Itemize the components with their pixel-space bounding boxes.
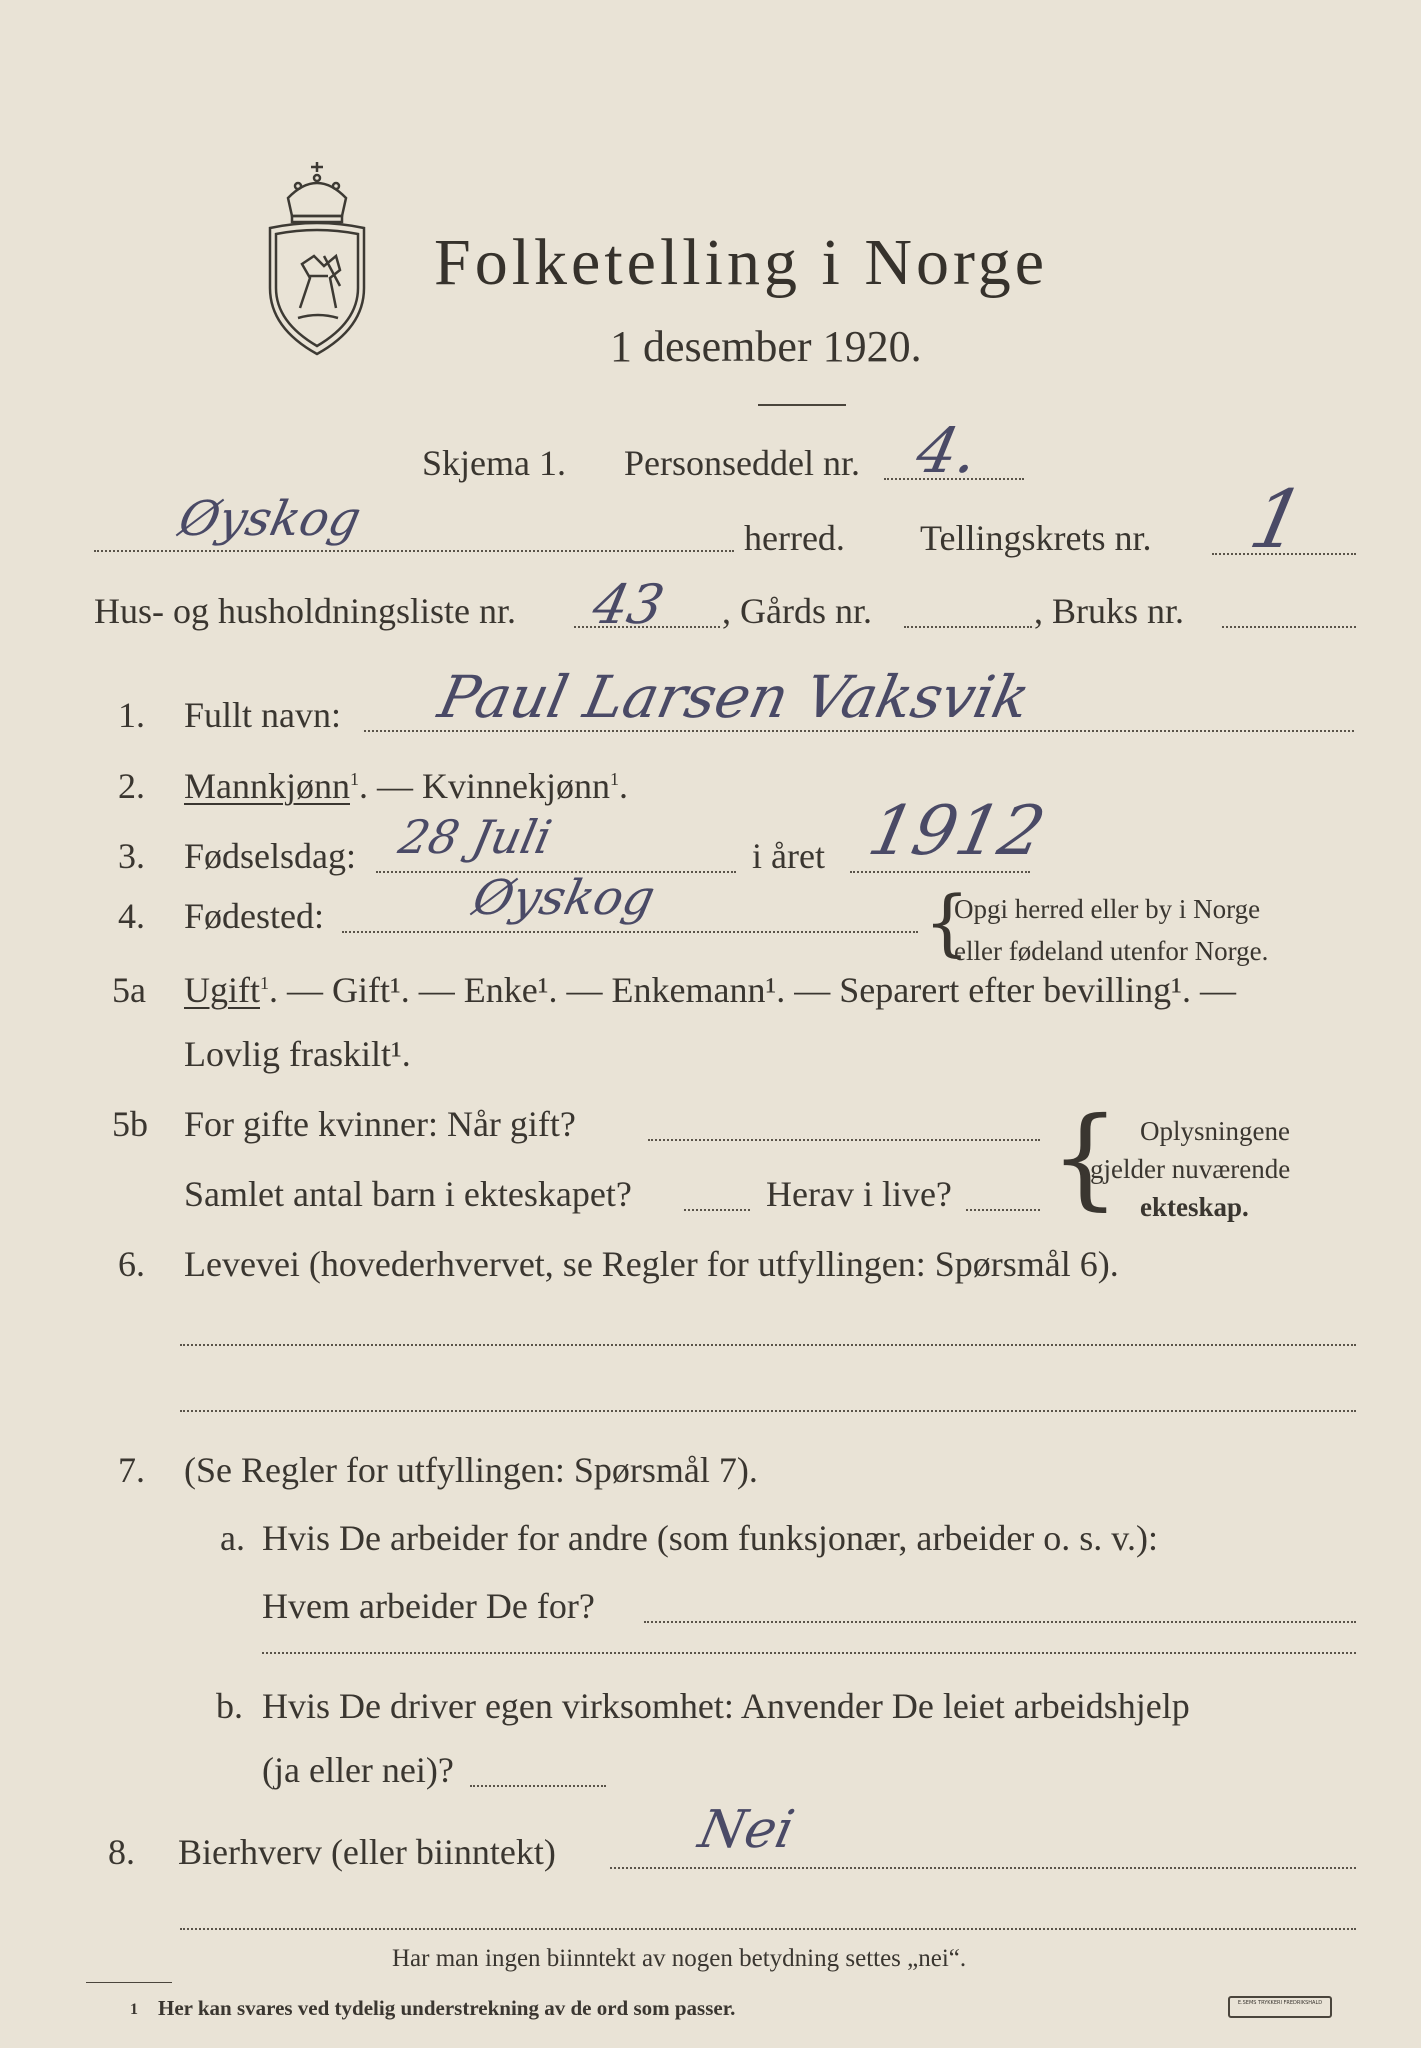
hus-label: Hus- og husholdningsliste nr. (94, 591, 517, 631)
q3-label: Fødselsdag: (184, 836, 357, 876)
q5b-line2b: Herav i live? (766, 1174, 952, 1214)
q2-number: 2. (118, 766, 145, 806)
q7a-field-line2[interactable] (262, 1652, 1356, 1654)
q3-day-value: 28 Juli (394, 810, 557, 864)
herred-value: Øyskog (174, 491, 366, 547)
q4-field[interactable] (342, 931, 918, 933)
q4-label: Fødested: (184, 896, 324, 936)
tellingskrets-value: 1 (1242, 473, 1313, 566)
q5a-other-options[interactable]: . — Gift¹. — Enke¹. — Enkemann¹. — Separert efter bevilling¹. — (269, 970, 1236, 1010)
tellingskrets-label: Tellingskrets nr. (920, 518, 1152, 558)
title-divider (758, 404, 846, 406)
personseddel-value: 4. (910, 414, 986, 487)
q7b-line2: (ja eller nei)? (262, 1750, 454, 1790)
q5b-note-brace: { (1050, 1093, 1120, 1221)
q5b-number: 5b (112, 1104, 148, 1144)
q5a-options: Ugift$^1$. — Gift¹. — Enke¹. — Enkemann¹. — Separert efter bevilling¹. — (184, 970, 1236, 1010)
q5b-note-line1: Oplysningene (1140, 1116, 1290, 1146)
q4-note-brace: { (924, 880, 970, 964)
q7-label: (Se Regler for utfyllingen: Spørsmål 7). (184, 1450, 758, 1490)
herred-field[interactable] (94, 550, 734, 552)
q4-number: 4. (118, 896, 145, 936)
schema-label: Skjema 1. (422, 443, 566, 483)
q1-number: 1. (118, 695, 145, 735)
q6-field-line1[interactable] (180, 1344, 1356, 1346)
hus-value: 43 (587, 573, 670, 636)
q2-male-option[interactable]: Mannkjønn (184, 766, 350, 806)
q5b-children-field[interactable] (684, 1209, 750, 1211)
footnote-text: Her kan svares ved tydelig understrekning av de ord som passer. (158, 1996, 736, 2020)
bruks-field[interactable] (1222, 626, 1356, 628)
printer-stamp: E.SEMS TRYKKERI FREDRIKSHALD (1228, 1996, 1332, 2018)
form-title: Folketelling i Norge (434, 226, 1049, 299)
bierhverv-note: Har man ingen biinntekt av nogen betydning settes „nei“. (392, 1945, 967, 1972)
q7a-field-line1[interactable] (644, 1621, 1356, 1623)
q7-number: 7. (118, 1450, 145, 1490)
q5a-line2[interactable]: Lovlig fraskilt¹. (184, 1034, 411, 1074)
form-date: 1 desember 1920. (610, 322, 922, 371)
q5b-note-line3: ekteskap. (1140, 1192, 1249, 1222)
q8-number: 8. (108, 1832, 135, 1872)
footnote-divider (86, 1982, 172, 1983)
q5b-line2a: Samlet antal barn i ekteskapet? (184, 1174, 632, 1214)
footnote-marker: 1 (130, 2001, 138, 2018)
q4-note-line1: Opgi herred eller by i Norge (954, 894, 1261, 924)
q5b-alive-field[interactable] (966, 1209, 1040, 1211)
q5a-ugift-option[interactable]: Ugift (184, 970, 260, 1010)
q7b-field[interactable] (470, 1785, 606, 1787)
q8-field-line1[interactable] (610, 1867, 1356, 1869)
q7a-line1: Hvis De arbeider for andre (som funksjonær, arbeider o. s. v.): (262, 1518, 1158, 1558)
q7a-line2: Hvem arbeider De for? (262, 1586, 595, 1626)
q4-value: Øyskog (468, 870, 660, 926)
personseddel-label: Personseddel nr. (624, 443, 860, 483)
q3-year-label: i året (752, 836, 825, 876)
bruks-label: , Bruks nr. (1034, 591, 1185, 631)
q3-number: 3. (118, 836, 145, 876)
q7b-line1: Hvis De driver egen virksomhet: Anvender De leiet arbeidshjelp (262, 1686, 1190, 1726)
q5a-number: 5a (112, 970, 146, 1010)
q6-number: 6. (118, 1244, 145, 1284)
q5b-line1: For gifte kvinner: Når gift? (184, 1104, 576, 1144)
gards-label: , Gårds nr. (722, 591, 872, 631)
q8-field-line2[interactable] (180, 1928, 1356, 1930)
q3-year-value: 1912 (861, 792, 1052, 871)
q6-label: Levevei (hovederhvervet, se Regler for utfyllingen: Spørsmål 6). (184, 1244, 1119, 1284)
q1-label: Fullt navn: (184, 695, 342, 735)
coat-of-arms-icon (258, 158, 376, 358)
q6-field-line2[interactable] (180, 1410, 1356, 1412)
herred-label: herred. (744, 518, 845, 558)
q7a-letter: a. (220, 1518, 245, 1558)
q7b-letter: b. (216, 1686, 243, 1726)
q5b-note-line2: gjelder nuværende (1090, 1154, 1291, 1184)
q2-female-option[interactable]: . — Kvinnekjønn (359, 766, 610, 806)
q2-options: Mannkjønn$^1$. — Kvinnekjønn$^1$. (184, 766, 628, 806)
q3-year-field[interactable] (850, 871, 1030, 873)
q8-label: Bierhverv (eller biinntekt) (178, 1832, 556, 1872)
q1-value: Paul Larsen Vaksvik (432, 663, 1036, 731)
q8-value: Nei (693, 1800, 800, 1860)
q5b-married-field[interactable] (648, 1139, 1040, 1141)
q4-note-line2: eller fødeland utenfor Norge. (954, 936, 1269, 966)
gards-field[interactable] (904, 626, 1032, 628)
